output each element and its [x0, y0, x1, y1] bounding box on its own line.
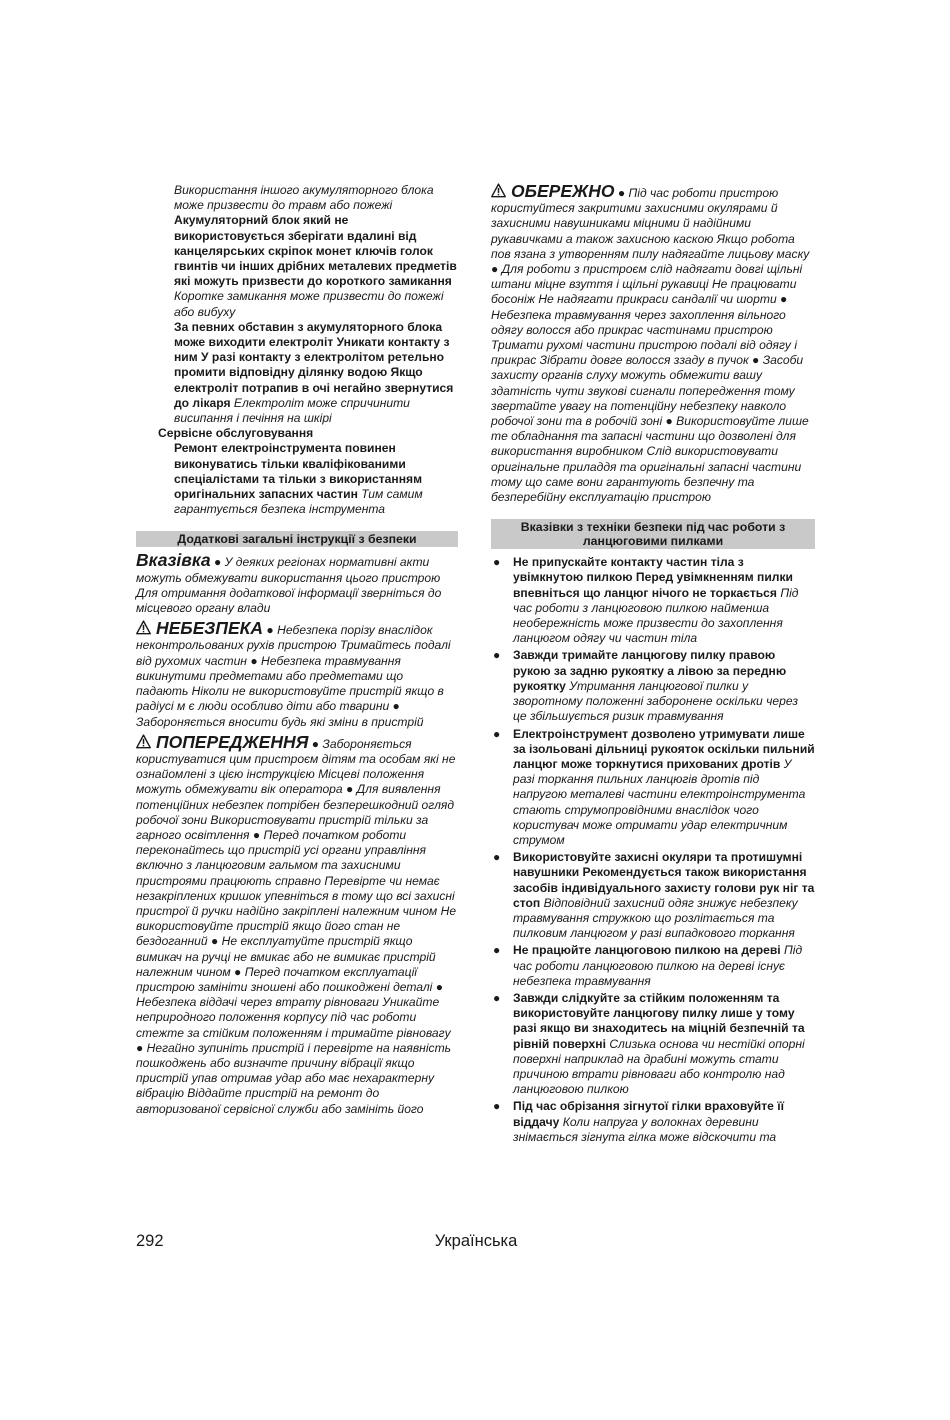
chainsaw-safety-header: Вказівки з техніки безпеки під час роботи з ланцюговими пилками — [491, 519, 815, 549]
list-item — [491, 648, 815, 724]
list-item-italic: У разі торкання пильних ланцюгів дротів під напругою металеві частини електроінструмента стають струмопровідними внаслідок чого користувач може отримати удар електричним струмом — [513, 756, 806, 847]
service-title: Сервісне обслуговування — [158, 426, 314, 441]
bullet-icon: ● — [493, 990, 501, 1005]
battery-section — [136, 183, 458, 426]
service-italic: Тим самим гарантується безпека інструмента — [174, 487, 423, 517]
danger-text: ● Небезпека порізу внаслідок неконтрольованих рухів пристрою Тримайтесь подалі від рухомих частин ● Небезпека травмування викинутими предметами або предметами що падають Ніколи не використовуйте пристрій якщо в радіусі м є люди особливо діти або тварини ● Забороняється вносити будь які зміни в пристрій — [136, 623, 451, 729]
electrolyte-bold: За певних обставин з акумуляторного блока може виходити електроліт Уникати контакту з ним У разі контакту з електролітом ретельно промити відповідну ділянку водою Якщо електроліт потрапив в очі негайно звернутися до лікаря — [174, 319, 454, 410]
list-item — [491, 555, 815, 646]
list-item — [491, 943, 815, 989]
list-item — [491, 727, 815, 849]
list-item-bold: Електроінструмент дозволено утримувати лише за ізольовані дільниці рукояток оскільки пильний ланцюг може торкнутися прихованих дротів — [513, 726, 815, 771]
battery-intro: Використання іншого акумуляторного блока може призвести до травм або пожежі — [174, 183, 434, 213]
note-block — [136, 550, 458, 616]
list-item-bold: Не припускайте контакту частин тіла з увімкнутою пилкою Перед увімкненням пилки впевніться що ланцюг нічого не торкається — [513, 555, 793, 600]
list-item — [491, 991, 815, 1097]
battery-storage-paragraph — [174, 213, 458, 319]
bullet-icon: ● — [493, 555, 501, 570]
warning-text: ● Забороняється користуватися цим пристроєм дітям та особам які не ознайомлені з цією інструкцією Місцеві положення можуть обмежувати вік оператора ● Для виявлення потенційних небезпек потрібен безперешкодний огляд робочої зони Використовувати пристрій тільки за гарного освітлення ● Перед початком роботи переконайтесь що пристрій усі органи управління включно з ланцюговим гальмом та захисними пристроями працюють справно Перевірте чи немає незакріплених кришок упевніться в тому що всі захисні пристрої й ручки надійно закріплені належним чином Не використовуйте пристрій якщо його стан не бездоганний ● Не експлуатуйте пристрій якщо вимикач на ручці не вмикає або не вимикає пристрій належним чином ● Перед початком експлуатації пристрою замініти зношені або пошкоджені деталі ● Небезпека віддачі через втрату рівноваги Уникайте неприродного положення корпусу під час роботи стежте за стійким положенням і тримайте рівновагу ● Негайно зупиніть пристрій і перевірте на наявність пошкоджень або визначте причину вібрації якщо пристрій упав отримав удар або має нехарактерну вібрацію Віддайте пристрій на ремонт до авторизованої сервісної служби або замініть його — [136, 736, 457, 1116]
list-item-bold: Не працюйте ланцюговою пилкою на дереві — [513, 943, 781, 958]
danger-block — [136, 620, 458, 729]
list-item-bold: Завжди тримайте ланцюгову пилку правою рукою за задню рукоятку а лівою за передню рукоятку — [513, 648, 787, 693]
electrolyte-paragraph — [174, 320, 458, 426]
battery-storage-bold: Акумуляторний блок який не використовується зберігати вдалині від канцелярських скріпок монет ключів голок гвинтів чи інших дрібних металевих предметів які можуть призвести до короткого замикання — [174, 213, 457, 289]
list-item-italic: Коли напруга у волокнах деревини знімається зігнута гілка може відскочити та — [513, 1114, 777, 1144]
list-item-italic: Відповідний захисний одяг знижує небезпеку травмування стружкою що розлітається та пилковим ланцюгом у разі випадкового торкання — [513, 895, 798, 941]
battery-storage-italic: Коротке замикання може призвести до пожежі або вибуху — [174, 289, 444, 319]
warning-title: ПОПЕРЕДЖЕННЯ — [156, 731, 309, 752]
warning-triangle-icon — [136, 620, 151, 635]
warning-triangle-icon — [136, 734, 151, 749]
service-paragraph — [136, 441, 458, 517]
page-number: 292 — [136, 1232, 164, 1250]
caution-title: ОБЕРЕЖНО — [511, 181, 615, 201]
list-item-bold: Під час обрізання зігнутої гілки враховуйте її віддачу — [513, 1099, 785, 1129]
left-column — [136, 183, 458, 1117]
electrolyte-italic: Електроліт може спричинити висипання і печіння на шкірі — [174, 395, 410, 426]
danger-title: НЕБЕЗПЕКА — [156, 618, 264, 639]
bullet-icon: ● — [493, 943, 501, 958]
right-column — [491, 183, 815, 1147]
list-item — [491, 1099, 815, 1145]
list-item — [491, 850, 815, 941]
service-bold: Ремонт електроінструмента повинен виконуватись тільки кваліфікованими спеціалістами та тільки з використанням оригінальних запасних частин — [174, 441, 423, 502]
page-footer — [136, 1232, 816, 1254]
note-text: ● У деяких регіонах нормативні акти можуть обмежувати використання цього пристрою Для отримання додаткової інформації зверніться до місцевого органу влади — [136, 555, 442, 616]
bullet-icon: ● — [493, 850, 501, 865]
note-title: Вказівка — [136, 550, 211, 571]
list-item-bold: Використовуйте захисні окуляри та протишумні навушники Рекомендується також використання засобів індивідуального захисту голови рук ніг та стоп — [513, 850, 815, 910]
list-item-italic: Слизька основа чи нестійкі опорні поверхні наприклад на драбині можуть стати причиною втрати рівноваги або контролю над ланцюговою пилкою — [513, 1036, 805, 1097]
caution-block — [491, 183, 815, 505]
caution-text: ● Під час роботи пристрою користуйтеся закритими захисними окулярами й захисними навушниками міцними й надійними рукавичками а також захисною каскою Якщо робота пов язана з утворенням пилу надягайте лицьову маску ● Для роботи з пристроєм слід надягати довгі щільні штани міцне взуття і щільні рукавиці Не працювати босоніж Не надягати прикраси сандалії чи шорти ● Небезпека травмування через захоплення вільного одягу волосся або прикрас частинами пристрою Тримати рухомі частини пристрою подалі від одягу і прикрас Зібрати довге волосся ззаду в пучок ● Засоби захисту органів слуху можуть обмежити вашу здатність чути звукові сигнали попередження тому звертайте увагу на потенційну небезпеку навколо робочої зони та в робочій зоні ● Використовуйте лише те обладнання та запасні частини що дозволені для використання виробником Слід використовувати оригінальне приладдя та оригінальні запасні частини тому що саме вони гарантують безпечну та безперебійну експлуатацію пристрою — [491, 186, 810, 505]
extra-safety-header: Додаткові загальні інструкції з безпеки — [136, 531, 458, 547]
list-item-italic: Під час роботи ланцюговою пилкою на дереві існує небезпека травмування — [513, 943, 803, 988]
bullet-icon: ● — [493, 648, 501, 663]
list-item-italic: Під час роботи з ланцюговою пилкою найменша необережність може призвести до захоплення ланцюгом одягу чи частин тіла — [513, 585, 799, 646]
warning-triangle-icon — [491, 183, 506, 198]
list-item-bold: Завжди слідкуйте за стійким положенням та використовуйте ланцюгову пилку лише у тому разі якщо ви знаходитесь на міцній безпечній та рівній поверхні — [513, 990, 805, 1051]
language-label: Українська — [434, 1232, 518, 1250]
bullet-icon: ● — [493, 726, 501, 741]
list-item-italic: Утримання ланцюгової пилки у зворотному положенні заборонене оскільки через це збільшується ризик травмування — [513, 678, 799, 724]
bullet-icon: ● — [493, 1099, 501, 1114]
warning-block — [136, 731, 458, 1117]
chainsaw-safety-list — [491, 555, 815, 1145]
